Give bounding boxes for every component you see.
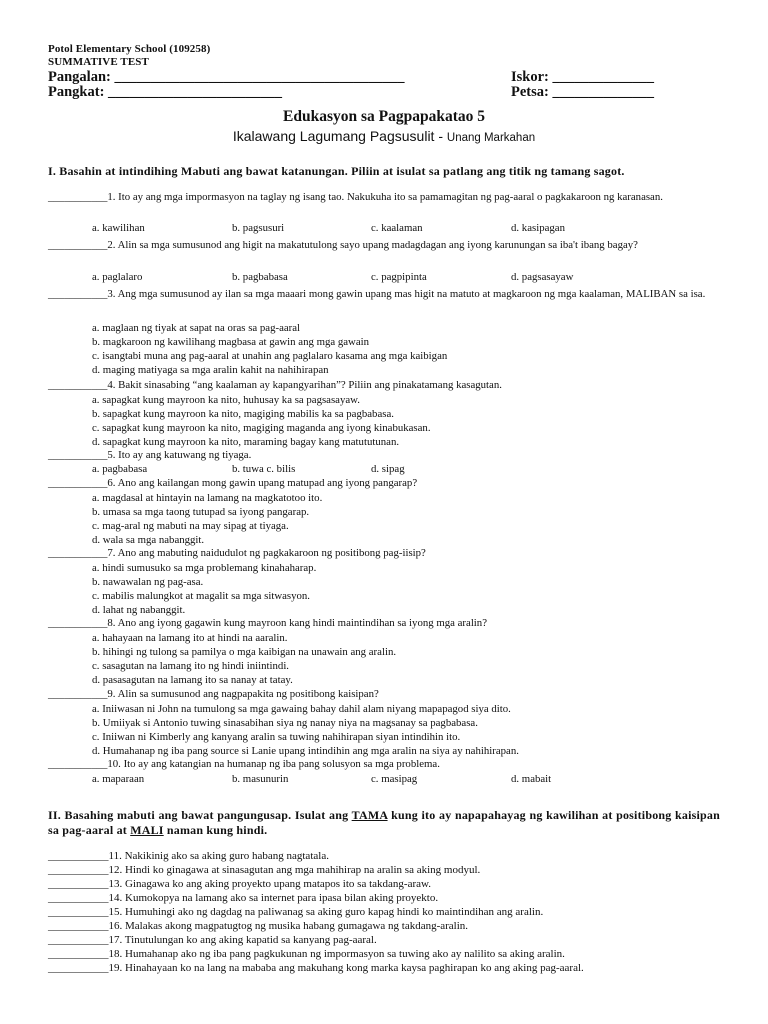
q10-option-c: c. masipag [371, 773, 418, 785]
q4-option-d: d. sapagkat kung mayroon ka nito, maraming bagay kang matututunan. [92, 436, 400, 448]
q2-option-c: c. pagpipinta [371, 271, 427, 283]
part2-instr-1: II. Basahing mabuti ang bawat pangungusap. Isulat ang [48, 808, 352, 822]
q5-option-b-c: b. tuwa c. bilis [232, 463, 296, 475]
q9-option-b: b. Umiiyak si Antonio tuwing sinasabihan siya ng nanay niya na magsanay sa pagbabasa. [92, 717, 478, 729]
tf-item-12: ___________12. Hindi ko ginagawa at sinasagutan ang mga mahihirap na aralin sa aking modyul. [48, 864, 481, 876]
tf-item-17: ___________17. Tinutulungan ko ang aking kapatid sa kanyang pag-aaral. [48, 934, 377, 946]
q7-option-c: c. mabilis malungkot at magalit sa mga sitwasyon. [92, 590, 310, 602]
q7-option-b: b. nawawalan ng pag-asa. [92, 576, 204, 588]
tf-item-14: ___________14. Kumokopya na lamang ako sa internet para ipasa bilan aking proyekto. [48, 892, 439, 904]
subtitle-main: Ikalawang Lagumang Pagsusulit - [232, 128, 447, 144]
q5-option-d: d. sipag [371, 463, 405, 475]
name-field: Pangalan: ________________________________________ [48, 69, 405, 85]
q7-option-d: d. lahat ng nabanggit. [92, 604, 186, 616]
q1-option-b: b. pagsusuri [232, 222, 285, 234]
q3-options [92, 321, 447, 377]
tf-item-16: ___________16. Malakas akong magpatugtog ng musika habang gumagawa ng takdang-aralin. [48, 920, 469, 932]
page-subtitle [0, 128, 768, 144]
q8-option-c: c. sasagutan na lamang ito ng hindi iniintindi. [92, 660, 290, 672]
q2-option-d: d. pagsasayaw [511, 271, 574, 283]
q4-option-b: b. sapagkat kung mayroon ka nito, magiging mabilis ka sa pagbabasa. [92, 408, 394, 420]
q9-option-a: a. Iniiwasan ni John na tumulong sa mga gawaing bahay dahil alam niyang mapapagod siya dito. [92, 703, 511, 715]
date-field: Petsa: ______________ [511, 84, 654, 100]
tf-item-11: ___________11. Nakikinig ako sa aking guro habang nagtatala. [48, 850, 329, 862]
q8-option-a: a. hahayaan na lamang ito at hindi na aaralin. [92, 632, 288, 644]
question-1: ___________1. Ito ay ang mga impormasyon na taglay ng isang tao. Nakukuha ito sa pamamagitan ng pag-aaral o pagkakaroon ng karanasan. [48, 191, 663, 203]
q9-option-c: c. Iniiwan ni Kimberly ang kanyang aralin sa tuwing nahihirapan siyan intindihin ito. [92, 731, 461, 743]
q4-option-a: a. sapagkat kung mayroon ka nito, huhusay ka sa pagsasayaw. [92, 394, 360, 406]
q3-option-b: b. magkaroon ng kawilihang magbasa at gawin ang mga gawain [92, 336, 370, 348]
subtitle-quarter: Unang Markahan [446, 132, 536, 144]
q6-option-d: d. wala sa mga nabanggit. [92, 534, 205, 546]
question-3: ___________3. Ang mga sumusunod ay ilan sa mga maaari mong gawin upang mas higit na matuto at magkaroon ng mga kaalaman, MALIBAN sa isa. [48, 288, 706, 300]
section-field: Pangkat: ________________________ [48, 84, 283, 100]
q10-option-b: b. masunurin [232, 773, 289, 785]
question-4: ___________4. Bakit sinasabing “ang kaalaman ay kapangyarihan”? Piliin ang pinakatamang kasagutan. [48, 379, 502, 391]
q2-option-b: b. pagbabasa [232, 271, 288, 283]
part1-instruction: I. Basahin at intindihing Mabuti ang bawat katanungan. Piliin at isulat sa patlang ang titik ng tamang sagot. [48, 164, 625, 178]
tf-item-18: ___________18. Humahanap ako ng iba pang pagkukunan ng impormasyon sa tuwing ako ay nalilito sa aking aralin. [48, 948, 565, 960]
school-name: Potol Elementary School (109258) [48, 43, 211, 55]
tf-item-15: ___________15. Humuhingi ako ng dagdag na paliwanag sa aking guro kapag hindi ko maintindihan ang aralin. [48, 906, 544, 918]
q10-option-a: a. maparaan [92, 773, 145, 785]
q3-option-a: a. maglaan ng tiyak at sapat na oras sa pag-aaral [92, 322, 301, 334]
question-7: ___________7. Ano ang mabuting naidudulot ng pagkakaroon ng positibong pag-iisip? [48, 547, 426, 559]
q9-option-d: d. Humahanap ng iba pang source si Lanie upang intindihin ang mga aralin na siya ay nahihirapan. [92, 745, 519, 757]
question-6: ___________6. Ano ang kailangan mong gawin upang matupad ang iyong pangarap? [48, 477, 418, 489]
q4-option-c: c. sapagkat kung mayroon ka nito, magiging maganda ang iyong kinabukasan. [92, 422, 431, 434]
q6-option-b: b. umasa sa mga taong tutupad sa iyong pangarap. [92, 506, 310, 518]
page-title: Edukasyon sa Pagpapakatao 5 [283, 108, 485, 125]
tf-item-19: ___________19. Hinahayaan ko na lang na mababa ang makuhang kong marka kaysa paghirapan ko ang aking pag-aaral. [48, 962, 584, 974]
q2-option-a: a. paglalaro [92, 271, 143, 283]
q6-options [92, 491, 322, 547]
question-2: ___________2. Alin sa mga sumusunod ang higit na makatutulong sayo upang madagdagan ang iyong karunungan sa iba't ibang bagay? [48, 239, 638, 251]
question-8: ___________8. Ano ang iyong gagawin kung mayroon kang hindi maintindihan sa iyong mga aralin? [48, 617, 488, 629]
question-10: ___________10. Ito ay ang katangian na humanap ng iba pang solusyon sa mga problema. [48, 758, 440, 770]
test-type: SUMMATIVE TEST [48, 56, 149, 68]
q9-options [92, 702, 519, 758]
q3-option-c: c. isangtabi muna ang pag-aaral at unahin ang paglalaro kasama ang mga kaibigan [92, 350, 448, 362]
question-5: ___________5. Ito ay ang katuwang ng tiyaga. [48, 449, 252, 461]
part2-instruction [48, 808, 720, 838]
score-field: Iskor: ______________ [511, 69, 654, 85]
q7-options [92, 561, 316, 617]
mali-keyword: MALI [130, 823, 164, 837]
q10-option-d: d. mabait [511, 773, 552, 785]
q7-option-a: a. hindi sumusuko sa mga problemang kinahaharap. [92, 562, 317, 574]
q6-option-a: a. magdasal at hintayin na lamang na magkatotoo ito. [92, 492, 323, 504]
q8-option-b: b. hihingi ng tulong sa pamilya o mga kaibigan na unawain ang aralin. [92, 646, 397, 658]
q5-option-a: a. pagbabasa [92, 463, 148, 475]
tf-item-13: ___________13. Ginagawa ko ang aking proyekto upang matapos ito sa takdang-araw. [48, 878, 431, 890]
part2-instr-3: naman kung hindi. [163, 823, 268, 837]
q4-options [92, 393, 431, 449]
question-9: ___________9. Alin sa sumusunod ang nagpapakita ng positibong kaisipan? [48, 688, 379, 700]
q1-option-a: a. kawilihan [92, 222, 145, 234]
q3-option-d: d. maging matiyaga sa mga aralin kahit na nahihirapan [92, 364, 329, 376]
tama-keyword: TAMA [351, 808, 388, 822]
q1-option-c: c. kaalaman [371, 222, 423, 234]
q8-option-d: d. pasasagutan na lamang ito sa nanay at tatay. [92, 674, 293, 686]
q6-option-c: c. mag-aral ng mabuti na may sipag at tiyaga. [92, 520, 289, 532]
q8-options [92, 631, 396, 687]
part2-instr-2: kung ito ay napapahayag ng kawilihan at positibong kaisipan sa pag-aaral at [48, 808, 720, 837]
q1-option-d: d. kasipagan [511, 222, 565, 234]
